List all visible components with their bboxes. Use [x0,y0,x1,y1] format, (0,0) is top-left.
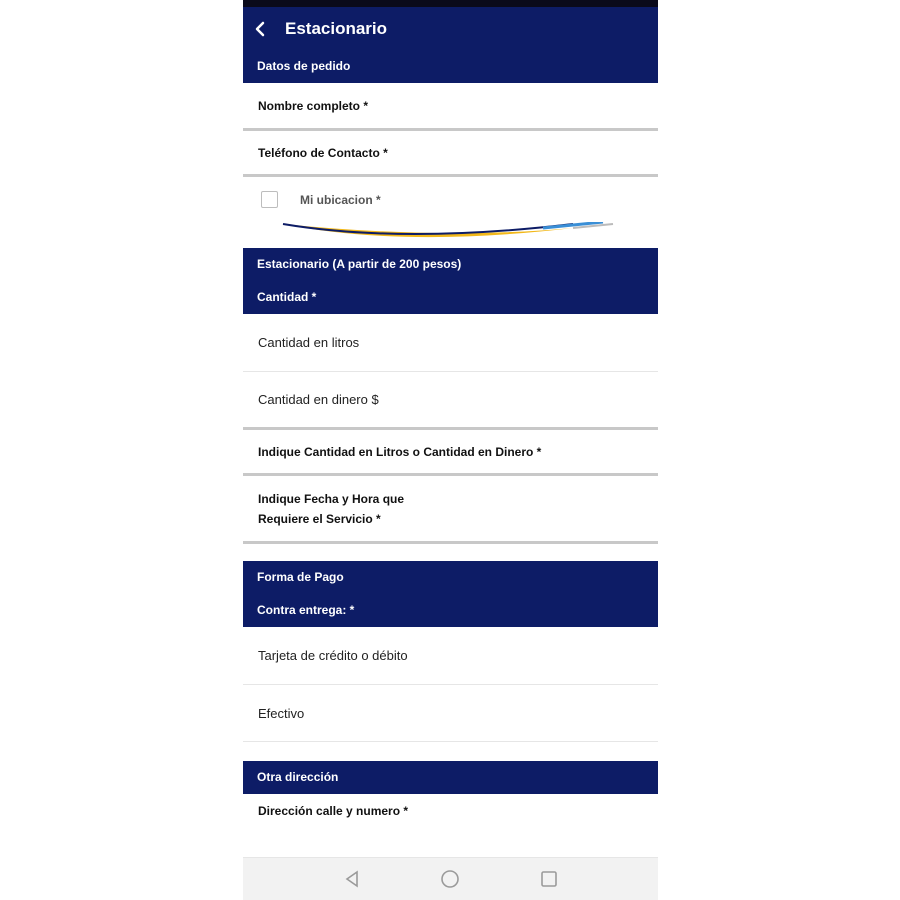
street-label: Dirección calle y numero * [258,804,409,818]
recents-square-icon[interactable] [534,864,564,894]
phone-screen [243,0,658,900]
full-name-label: Nombre completo * [258,98,369,113]
payment-cash-label: Efectivo [258,705,305,721]
payment-card-label: Tarjeta de crédito o débito [258,648,408,663]
phone-field[interactable] [243,131,658,177]
payment-subtitle: Contra entrega: * [257,603,355,617]
date-label-line1: Indique Fecha y Hora que [258,491,405,506]
payment-section-header [243,561,658,627]
date-time-field[interactable] [243,476,658,544]
payment-card-option[interactable] [243,627,658,685]
status-bar [243,0,658,7]
indicate-quantity-field[interactable] [243,430,658,476]
chevron-left-icon[interactable] [243,7,277,50]
order-section-header [243,50,658,83]
address-section-header [243,761,658,794]
quantity-label: Cantidad * [257,290,317,304]
location-label: Mi ubicacion * [300,192,381,207]
stationary-section-title: Estacionario (A partir de 200 pesos) [257,257,462,271]
address-section-title: Otra dirección [257,770,339,784]
payment-section-title: Forma de Pago [257,570,344,584]
quantity-liters-option[interactable] [243,314,658,372]
indicate-quantity-label: Indique Cantidad en Litros o Cantidad en Dinero * [258,444,542,459]
date-label-line2: Requiere el Servicio * [258,511,381,526]
stationary-section-header [243,248,658,314]
brand-swoosh-graphic [243,222,658,250]
phone-label: Teléfono de Contacto * [258,145,388,160]
full-name-field[interactable] [243,83,658,131]
location-row[interactable] [243,177,658,222]
back-triangle-icon[interactable] [337,864,367,894]
location-checkbox[interactable] [261,191,278,208]
app-bar [243,7,658,50]
system-nav-bar [243,858,658,900]
street-field[interactable] [243,794,658,858]
page-title: Estacionario [285,18,388,38]
payment-cash-option[interactable] [243,685,658,742]
home-circle-icon[interactable] [435,864,465,894]
quantity-money-label: Cantidad en dinero $ [258,392,379,407]
quantity-liters-label: Cantidad en litros [258,335,360,350]
order-section-title: Datos de pedido [257,59,351,73]
quantity-money-option[interactable] [243,372,658,430]
